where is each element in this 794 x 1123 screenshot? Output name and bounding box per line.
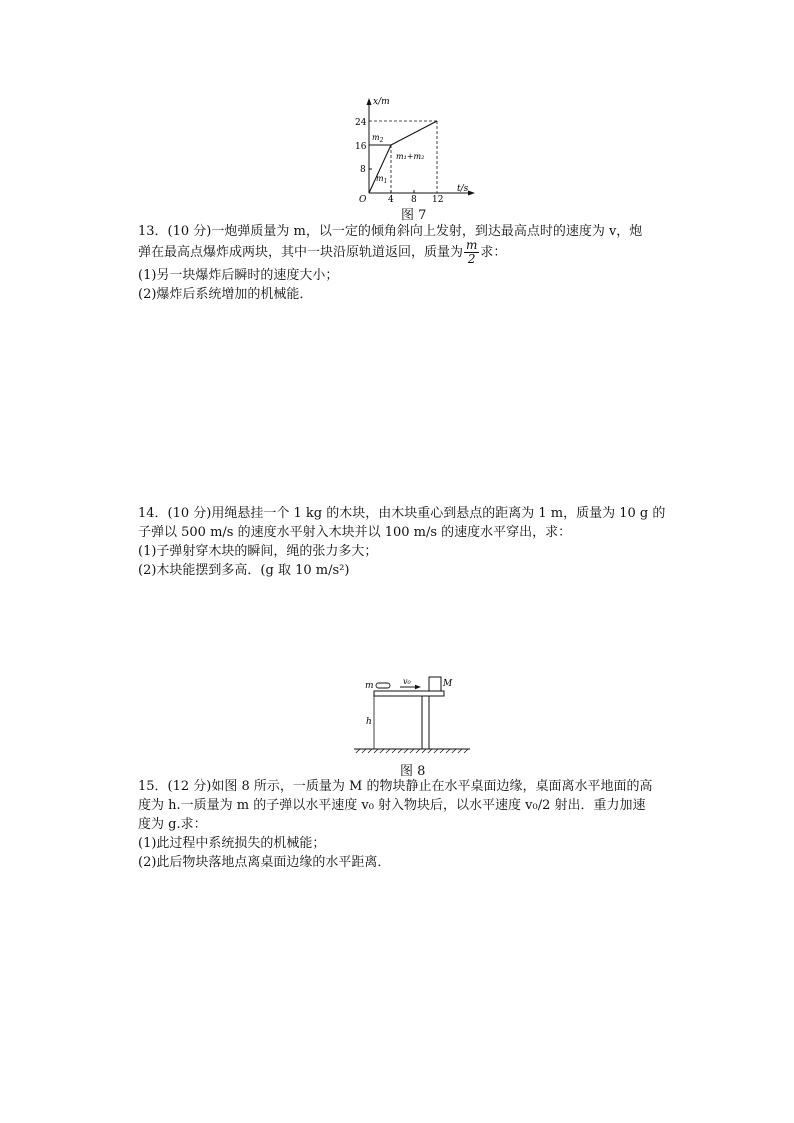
q15-line3: 度为 g.求： xyxy=(138,817,207,832)
ground-hatching xyxy=(356,749,468,753)
line-m1 xyxy=(369,145,391,193)
question-13 xyxy=(138,222,678,304)
label-height-h: h xyxy=(366,717,372,727)
figure-8-diagram xyxy=(352,673,472,761)
y-tick-8: 8 xyxy=(360,165,366,175)
figure-8-caption: 图 8 xyxy=(400,764,426,779)
label-block-M: M xyxy=(443,679,453,689)
x-axis-arrow xyxy=(468,191,475,196)
y-tick-24: 24 xyxy=(355,118,367,128)
label-m1: $m_1$ xyxy=(376,174,388,185)
x-tick-12: 12 xyxy=(432,195,444,205)
velocity-arrow-head xyxy=(415,685,421,689)
question-15 xyxy=(138,777,678,872)
table-top xyxy=(374,691,444,696)
x-tick-8: 8 xyxy=(411,195,417,205)
q15-sub2: (2)此后物块落地点离桌面边缘的水平距离． xyxy=(138,855,391,870)
line-combined xyxy=(391,121,437,145)
q13-line2 xyxy=(138,239,678,266)
label-bullet-m: m xyxy=(365,681,374,691)
question-14 xyxy=(138,504,678,580)
q15-line2: 度为 h.一质量为 m 的子弹以水平速度 v₀ 射入物块后，以水平速度 v₀/2 射出．重力加速 xyxy=(138,798,646,813)
figure-7-caption: 图 7 xyxy=(401,208,427,223)
q15-sub1: (1)此过程中系统损失的机械能； xyxy=(138,836,326,851)
q14-line1: 14．(10 分)用绳悬挂一个 1 kg 的木块，由木块重心到悬点的距离为 1 m，质量为 10 g 的 xyxy=(138,506,666,521)
bullet xyxy=(376,683,390,688)
x-tick-4: 4 xyxy=(388,195,394,205)
figure-7-graph xyxy=(355,95,480,205)
y-axis-label: x/m xyxy=(373,97,390,107)
q13-line2-post: 求： xyxy=(480,245,507,260)
q13-line1: 13．(10 分)一炮弹质量为 m，以一定的倾角斜向上发射，到达最高点时的速度为 v，炮 xyxy=(138,224,643,239)
origin-label: O xyxy=(359,195,367,205)
q14-sub2: (2)木块能摆到多高．(g 取 10 m/s²) xyxy=(138,563,350,578)
table-leg xyxy=(422,696,429,749)
q13-line2-pre: 弹在最高点爆炸成两块，其中一块沿原轨道返回，质量为 xyxy=(138,245,464,260)
block-M xyxy=(429,677,441,691)
q15-line1: 15．(12 分)如图 8 所示，一质量为 M 的物块静止在水平桌面边缘，桌面离水平地面的高 xyxy=(138,779,653,794)
fraction-m-over-2: $\frac{m}{2}$ xyxy=(466,238,478,266)
q14-line2: 子弹以 500 m/s 的速度水平射入木块并以 100 m/s 的速度水平穿出，求： xyxy=(138,525,572,540)
x-axis-label: t/s xyxy=(457,184,469,194)
y-tick-16: 16 xyxy=(355,142,367,152)
q13-sub2: (2)爆炸后系统增加的机械能． xyxy=(138,287,313,302)
q13-sub1: (1)另一块爆炸后瞬时的速度大小； xyxy=(138,268,339,283)
label-combined: m₁+m₂ xyxy=(396,152,425,161)
y-axis-arrow xyxy=(367,98,372,105)
label-m2: $m_2$ xyxy=(372,133,384,144)
q14-sub1: (1)子弹射穿木块的瞬间，绳的张力多大； xyxy=(138,544,378,559)
label-v0: v₀ xyxy=(403,677,411,686)
